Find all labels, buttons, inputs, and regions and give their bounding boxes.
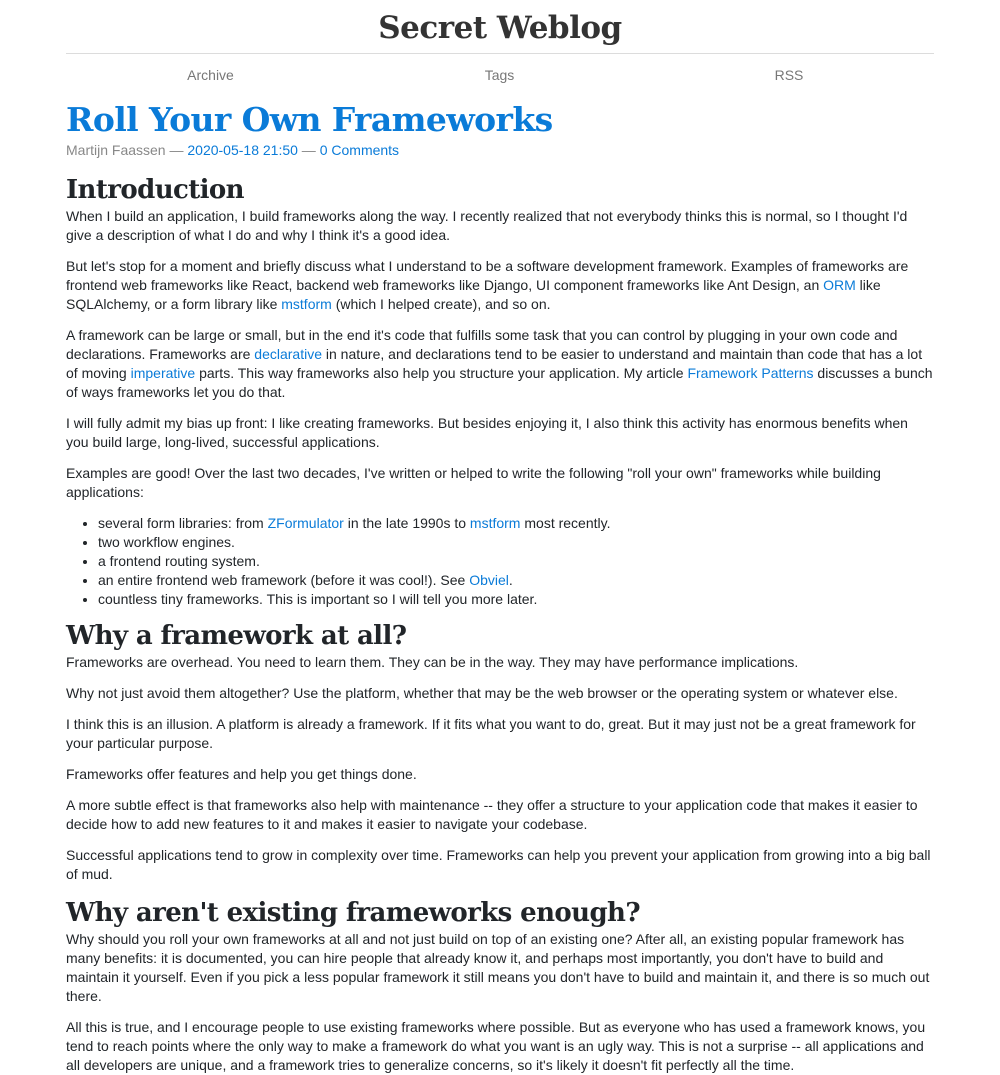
post-title[interactable]: Roll Your Own Frameworks [66,100,553,139]
text-run: A framework can be large or small, but in the end it's code that fulfills some task that you can control by plugging in your own code and declarations. Frameworks are [66,327,898,362]
text-run: an entire frontend web framework (before it was cool!). See [98,572,470,588]
text-run: (which I helped create), and so on. [331,296,551,312]
text-run: discusses a bunch of ways frameworks let you do that. [66,365,933,400]
list-item: • two workflow engines. [98,533,934,552]
paragraph: Why not just avoid them altogether? Use the platform, whether that may be the web browser or the operating system or whatever else. [66,685,898,701]
section-heading-introduction: Introduction [66,175,244,205]
zformulator-link[interactable]: ZFormulator [267,515,344,531]
post-meta [66,141,934,159]
declarative-link[interactable]: declarative [254,346,322,362]
text-run: parts. This way frameworks also help you structure your application. My article [195,365,688,381]
paragraph [66,326,934,402]
paragraph: Why should you roll your own frameworks at all and not just build on top of an existing one? After all, an existing popular framework has many benefits: it is documented, you can hire people that already know it, and perhaps most importantly, you don't have to build and maintain it yourself. Even if you pick a less popular framework it still means you don't have to build and maintain it, and there is so much out there. [66,931,930,1004]
paragraph: Frameworks are overhead. You need to learn them. They can be in the way. They may have performance implications. [66,654,799,670]
list-item [98,571,934,590]
post-author: Martijn Faassen [66,142,166,158]
text-run: . [508,572,513,588]
post [66,100,934,1075]
paragraph: When I build an application, I build frameworks along the way. I recently realized that not everybody thinks this is normal, so I thought I'd give a description of what I do and why I think it's a good idea. [66,208,908,243]
nav-rss-link[interactable]: RSS [774,67,804,83]
paragraph: I will fully admit my bias up front: I like creating frameworks. But besides enjoying it, I also think this activity has enormous benefits when you build large, long-lived, successful applications. [66,415,908,450]
text-run: most recently. [520,515,611,531]
imperative-link[interactable]: imperative [130,365,196,381]
orm-link[interactable]: ORM [823,277,856,293]
section-heading-why-framework: Why a framework at all? [66,621,407,651]
paragraph: Examples are good! Over the last two decades, I've written or helped to write the following "roll your own" frameworks while building applications: [66,465,881,500]
nav-tags-link[interactable]: Tags [484,67,515,83]
list-item: • countless tiny frameworks. This is important so I will tell you more later. [98,590,934,609]
mstform-link[interactable]: mstform [281,296,332,312]
text-run: in the late 1990s to [343,515,470,531]
post-date-link[interactable]: 2020-05-18 21:50 [187,142,298,158]
section-heading-existing-frameworks: Why aren't existing frameworks enough? [66,898,640,928]
text-run: in nature, and declarations tend to be easier to understand and maintain than code that has a lot of moving [66,346,923,381]
paragraph: All this is true, and I encourage people to use existing frameworks where possible. But as everyone who has used a framework knows, you tend to reach points where the only way to make a framework do what you want is an ugly way. This is not a surprise -- all applications and all developers are unique, and a framework tries to generalize concerns, so it's likely it doesn't fit perfectly all the time. [66,1019,926,1073]
meta-separator: — [165,142,188,158]
text-run: like SQLAlchemy, or a form library like [66,277,881,312]
text-run: several form libraries: from [98,515,268,531]
paragraph [66,257,934,314]
paragraph: I think this is an illusion. A platform is already a framework. If it fits what you want to do, great. But it may just not be a great framework for your particular purpose. [66,716,916,751]
meta-separator: — [297,142,320,158]
nav-archive-link[interactable]: Archive [187,67,234,83]
page [66,0,934,1075]
site-nav [66,54,934,98]
site-title[interactable]: Secret Weblog [378,10,622,46]
list-item [98,514,934,533]
framework-patterns-link[interactable]: Framework Patterns [687,365,814,381]
paragraph: Frameworks offer features and help you get things done. [66,766,417,782]
text-run: But let's stop for a moment and briefly discuss what I understand to be a software development framework. Examples of frameworks are frontend web frameworks like React, backend web frameworks like Django, UI component frameworks like Ant Design, an [66,258,909,293]
post-comments-link[interactable]: 0 Comments [319,142,400,158]
frameworks-list [66,514,934,609]
mstform-link[interactable]: mstform [469,515,521,531]
obviel-link[interactable]: Obviel [469,572,509,588]
site-header [66,0,934,98]
paragraph: A more subtle effect is that frameworks also help with maintenance -- they offer a structure to your application code that makes it easier to decide how to add new features to it and makes it easier to navigate your codebase. [66,797,918,832]
list-item: • a frontend routing system. [98,552,934,571]
paragraph: Successful applications tend to grow in complexity over time. Frameworks can help you prevent your application from growing into a big ball of mud. [66,847,931,882]
